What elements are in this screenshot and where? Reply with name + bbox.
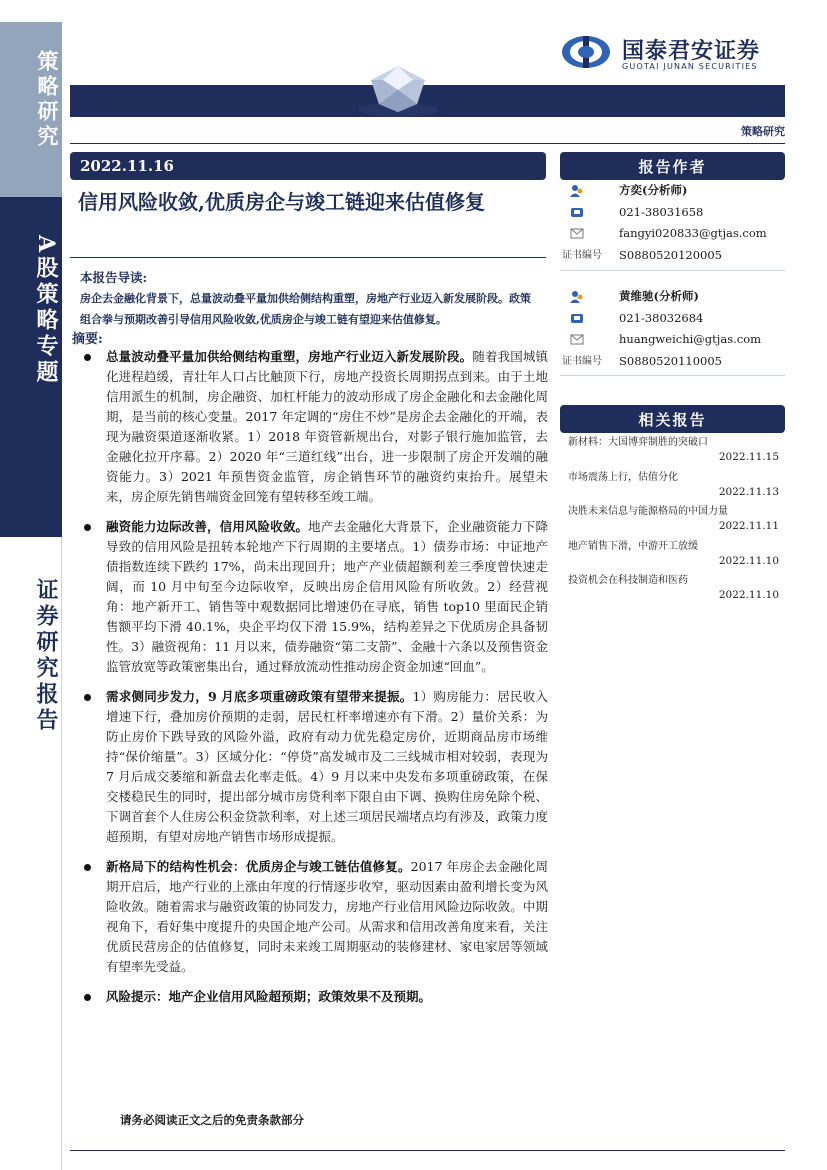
abstract-bullets <box>78 347 548 1007</box>
bullet-dot-icon <box>84 524 91 531</box>
company-name-en: GUOTAI JUNAN SECURITIES <box>622 62 758 71</box>
related-report-item[interactable] <box>568 433 785 468</box>
bullet-body: 随着我国城镇化进程趋缓，青壮年人口占比触顶下行，房地产投资长周期拐点到来。由于土地信用派生的机制，房企融资、加杠杆能力的波动形成了房企金融化和去金融化周期，是当前的核心变量。2017 年定调的“房住不炒”是房企去金融化的开端，表现为融资渠道逐渐收紧。1）2018 年资管新规出台，对影子银行施加监管，去金融化拉开序幕。2）2020 年“三道红线”出台，进一步限制了房企开发端的融资能力。3）2021 年预售资金监管，房企销售环节的融资约束抬升。展望未来，房企原先销售端资金回笼有望转移至竣工端。 <box>106 349 548 504</box>
header-tagline: 策略研究 <box>741 125 785 138</box>
report-date-bar <box>70 152 546 180</box>
author-cert-row <box>560 351 785 373</box>
company-logo <box>560 32 785 76</box>
author-email[interactable]: huangweichi@gtjas.com <box>619 332 762 346</box>
author-phone-row <box>560 202 785 224</box>
author-name-row <box>560 286 785 308</box>
footer-divider <box>70 1150 785 1151</box>
related-report-item[interactable] <box>568 537 785 572</box>
related-report-item[interactable] <box>568 571 785 606</box>
person-icon <box>570 184 584 197</box>
bullet-dot-icon <box>84 864 91 871</box>
abstract-bullet <box>78 347 548 507</box>
bullet-lead: 风险提示：地产企业信用风险超预期；政策效果不及预期。 <box>106 989 432 1004</box>
sidebar-series-label: A股策略专题 <box>33 235 59 387</box>
related-report-title[interactable]: 新材料：大国博弈制胜的突破口 <box>568 437 708 448</box>
bullet-body: 1）购房能力：居民收入增速下行，叠加房价预期的走弱，居民杠杆率增速亦有下滑。2）量价关系：为防止房价下跌导致的风险外溢，政府有动力优先稳定房价，近期商品房市场维持“保价缩量”。3）区域分化：“停贷”高发城市及二三线城市相对较弱，表现为 7 月后成交萎缩和新盘去化率走低。4）9 月以来中央发布多项重磅政策，在保交楼稳民生的同时，提出部分城市房贷利率下限自由下调、换购住房免除个税、下调首套个人住房公积金贷款利率，对上述三项居民端堵点均有涉及，政策力度超预期，有望对房地产销售市场形成提振。 <box>106 689 548 844</box>
title-divider <box>70 257 546 258</box>
header-divider <box>70 143 785 144</box>
diamond-icon <box>355 62 441 118</box>
bullet-dot-icon <box>84 354 91 361</box>
cert-number: S0880520120005 <box>619 247 722 262</box>
bullet-lead: 融资能力边际改善，信用风险收敛。 <box>106 519 309 534</box>
author-divider <box>560 270 785 271</box>
report-title: 信用风险收敛,优质房企与竣工链迎来估值修复 <box>78 190 485 214</box>
related-report-item[interactable] <box>568 502 785 537</box>
mail-icon <box>570 333 584 346</box>
cert-number: S0880520110005 <box>619 353 722 368</box>
related-report-title[interactable]: 决胜未来信息与能源格局的中国力量 <box>568 506 728 517</box>
author-name: 方奕(分析师) <box>619 183 688 197</box>
bullet-body: 地产去金融化大背景下，企业融资能力下降导致的信用风险是扭转本轮地产下行周期的主要堵点。1）债券市场：中证地产债指数连续下跌约 17%，尚未出现回升；地产产业债超额利差三季度曾快速走阔，而 10 月中旬至今边际收窄，反映出房企信用风险有所收敛。2）经营视角：地产新开工、销售等中观数据同比增速仍在寻底，销售 top10 里面民企销售额平均下滑 40.1%，央企平均仅下滑 15.9%，结构差异之下优质房企具备韧性。3）融资视角：11 月以来，债券融资“第二支箭”、金融十六条以及预售资金监管放宽等政策密集出台，通过释放流动性推动房企资金加速“回血”。 <box>106 519 548 674</box>
related-report-date: 2022.11.10 <box>718 554 779 567</box>
author-email-row <box>560 329 785 351</box>
left-sidebar <box>0 0 62 1170</box>
cert-label: 证书编号 <box>562 355 602 367</box>
logo-mark-icon <box>560 34 612 70</box>
bullet-lead: 需求侧同步发力，9 月底多项重磅政策有望带来提振。 <box>106 689 413 704</box>
author-phone[interactable]: 021-38031658 <box>619 204 704 219</box>
related-report-date: 2022.11.13 <box>718 485 779 498</box>
company-name-cn: 国泰君安证券 <box>622 39 761 64</box>
phone-icon <box>570 206 584 219</box>
abstract-bullet <box>78 987 548 1007</box>
author-name-row <box>560 180 785 202</box>
related-report-date: 2022.11.15 <box>718 451 779 463</box>
person-icon <box>570 290 584 303</box>
author-card <box>560 286 785 372</box>
bullet-lead: 总量波动叠平量加供给侧结构重塑，房地产行业迈入新发展阶段。 <box>106 349 473 364</box>
cert-label: 证书编号 <box>562 249 602 261</box>
mail-icon <box>570 227 584 240</box>
author-email-row <box>560 223 785 245</box>
abstract-bullet <box>78 687 548 847</box>
phone-icon <box>570 312 584 325</box>
bullet-body: 2017 年房企去金融化周期开启后，地产行业的上涨由年度的行情逐步收窄，驱动因素由盈利增长变为风险收敛。随着需求与融资政策的协同发力，房地产行业信用风险边际收敛。中期视角下，看好集中度提升的央国企地产公司。从需求和信用改善角度来看，关注优质民营房企的估值修复，同时未来竣工周期驱动的装修建材、家电家居等领域有望率先受益。 <box>106 859 548 974</box>
report-date: 2022.11.16 <box>80 157 174 175</box>
sidebar-doc-type-label: 证券研究报告 <box>33 578 59 734</box>
authors-heading: 报告作者 <box>560 152 785 180</box>
related-report-title[interactable]: 地产销售下滑，中游开工放缓 <box>568 540 698 552</box>
related-reports-heading: 相关报告 <box>560 405 785 433</box>
related-report-title[interactable]: 市场震荡上行，估值分化 <box>568 471 678 483</box>
author-name: 黄维驰(分析师) <box>619 289 699 303</box>
related-report-title[interactable]: 投资机会在科技制造和医药 <box>568 575 688 586</box>
bullet-lead: 新格局下的结构性机会：优质房企与竣工链估值修复。 <box>106 859 411 874</box>
author-cert-row <box>560 245 785 267</box>
abstract-bullet <box>78 517 548 677</box>
disclaimer-note: 请务必阅读正文之后的免责条款部分 <box>120 1113 304 1127</box>
abstract-bullet <box>78 857 548 977</box>
bullet-dot-icon <box>84 994 91 1001</box>
author-divider <box>560 375 785 376</box>
bullet-dot-icon <box>84 694 91 701</box>
related-report-date: 2022.11.10 <box>718 589 779 601</box>
abstract-heading: 摘要: <box>72 332 103 347</box>
author-phone-row <box>560 308 785 330</box>
author-card <box>560 180 785 266</box>
guide-heading: 本报告导读: <box>80 270 148 285</box>
sidebar-category-label: 策略研究 <box>35 50 60 150</box>
related-reports-list <box>568 433 785 606</box>
author-email[interactable]: fangyi020833@gtjas.com <box>619 226 767 240</box>
related-report-item[interactable] <box>568 468 785 503</box>
related-report-date: 2022.11.11 <box>718 520 779 532</box>
author-phone[interactable]: 021-38032684 <box>619 310 704 325</box>
guide-text: 房企去金融化背景下，总量波动叠平量加供给侧结构重塑，房地产行业迈入新发展阶段。政策组合拳与预期改善引导信用风险收敛,优质房企与竣工链有望迎来估值修复。 <box>80 292 531 326</box>
